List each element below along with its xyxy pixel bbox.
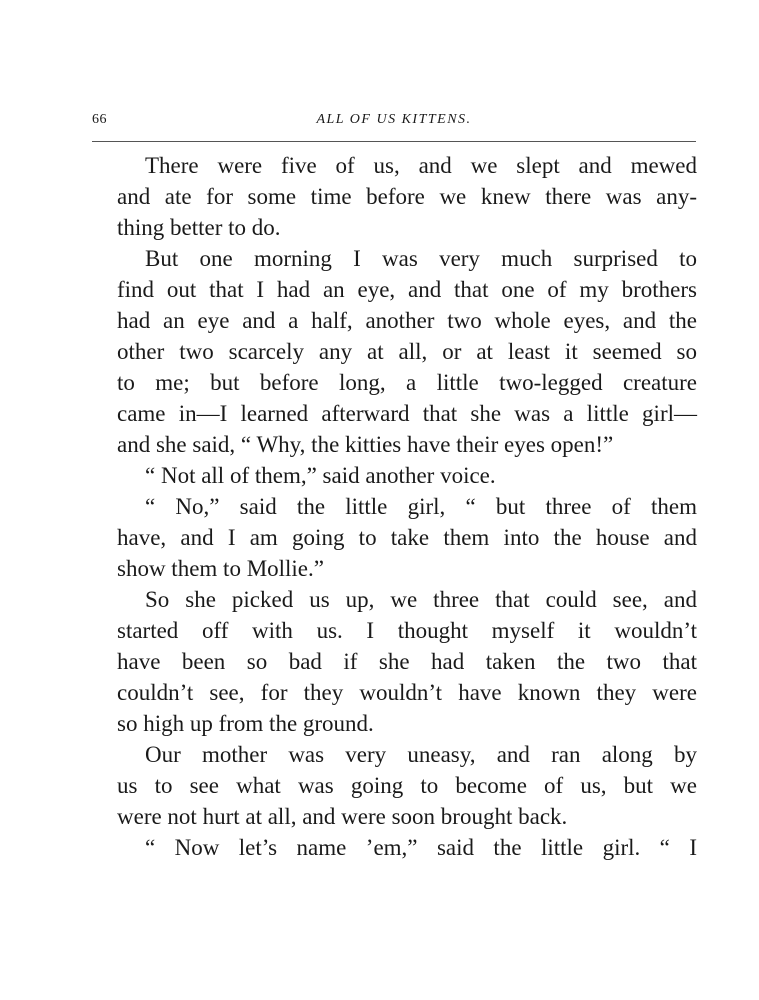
text-line: have, and I am going to take them into the house and (117, 525, 697, 550)
text-line: and she said, “ Why, the kitties have their eyes open!” (117, 432, 614, 457)
text-line: so high up from the ground. (117, 711, 374, 736)
text-line: “ Now let’s name ’em,” said the little girl. “ I (145, 835, 697, 860)
text-line: thing better to do. (117, 215, 281, 240)
text-line: started off with us. I thought myself it wouldn’t (117, 618, 697, 643)
text-line: Our mother was very uneasy, and ran along by (145, 742, 697, 767)
text-line: had an eye and a half, another two whole eyes, and the (117, 308, 697, 333)
running-title: ALL OF US KITTENS. (316, 112, 472, 127)
running-head (92, 112, 696, 132)
text-line: So she picked us up, we three that could see, and (145, 587, 697, 612)
header-rule (92, 141, 696, 142)
text-line: “ No,” said the little girl, “ but three of them (145, 494, 697, 519)
text-line: find out that I had an eye, and that one of my brothers (117, 277, 697, 302)
text-line: have been so bad if she had taken the two that (117, 649, 697, 674)
page-number: 66 (92, 112, 107, 127)
text-line: were not hurt at all, and were soon brought back. (117, 804, 568, 829)
text-line: show them to Mollie.” (117, 556, 324, 581)
text-line: us to see what was going to become of us, but we (117, 773, 697, 798)
text-line: couldn’t see, for they wouldn’t have known they were (117, 680, 697, 705)
text-line: “ Not all of them,” said another voice. (145, 463, 496, 488)
text-line: to me; but before long, a little two-legged creature (117, 370, 697, 395)
body-text (117, 150, 697, 863)
text-line: other two scarcely any at all, or at least it seemed so (117, 339, 697, 364)
text-line: came in—I learned afterward that she was a little girl— (117, 401, 697, 426)
text-line: There were five of us, and we slept and mewed (145, 153, 697, 178)
text-line: and ate for some time before we knew there was any- (117, 184, 697, 209)
text-line: But one morning I was very much surprised to (145, 246, 697, 271)
